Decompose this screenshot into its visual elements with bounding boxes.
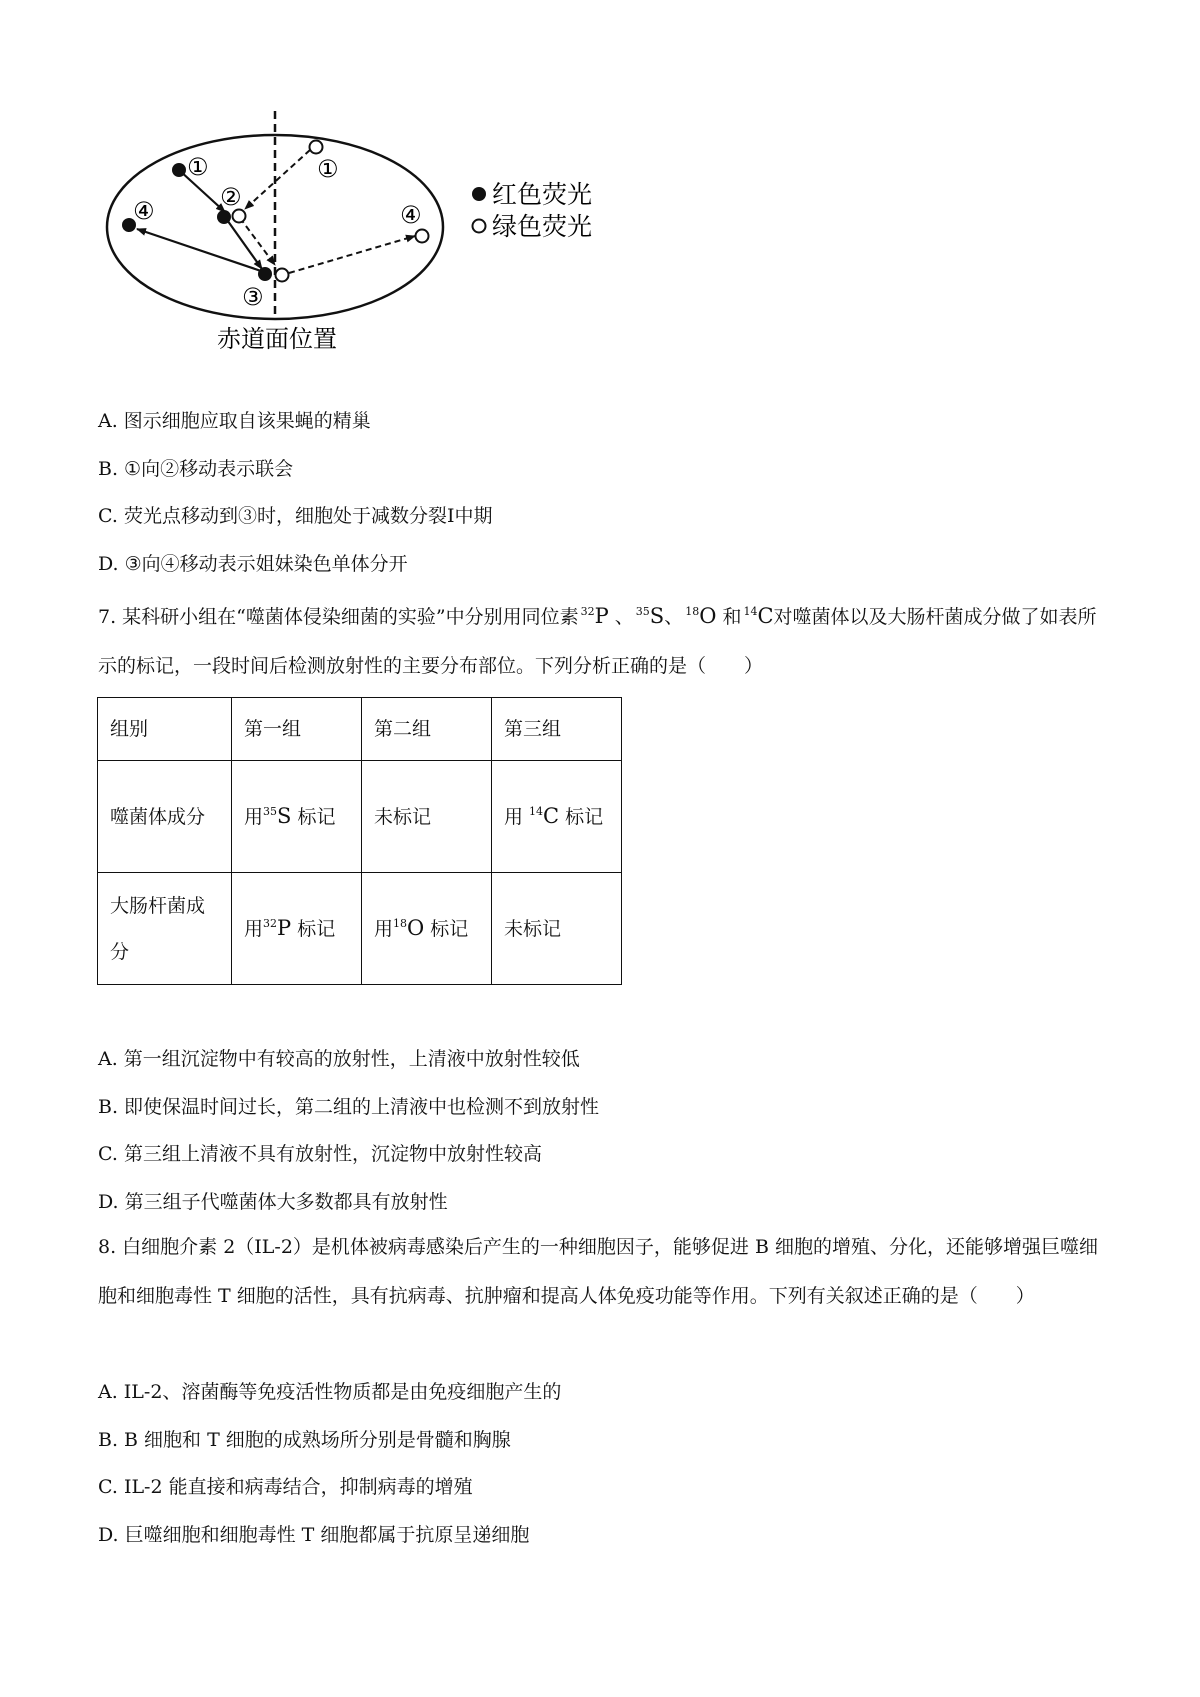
legend-red-label: 红色荧光 <box>492 180 593 209</box>
red-dot-1 <box>172 163 186 177</box>
legend-green-label: 绿色荧光 <box>492 212 593 241</box>
q6-option-d: D. ③向④移动表示姐妹染色单体分开 <box>98 553 408 575</box>
arrow-green-1-to-2 <box>245 150 310 209</box>
table-cell-ecoli-group2 <box>362 873 492 985</box>
q7-option-c: C. 第三组上清液不具有放射性，沉淀物中放射性较高 <box>98 1143 542 1165</box>
q7-label-table <box>97 697 622 985</box>
label-red-1: ① <box>187 153 209 181</box>
cell-diagram <box>95 105 695 395</box>
q8-option-c: C. IL-2 能直接和病毒结合，抑制病毒的增殖 <box>98 1476 473 1498</box>
q8-option-d: D. 巨噬细胞和细胞毒性 T 细胞都属于抗原呈递细胞 <box>98 1524 530 1546</box>
cell-text: 用 <box>374 918 394 940</box>
q7-option-a: A. 第一组沉淀物中有较高的放射性，上清液中放射性较低 <box>98 1048 580 1070</box>
q6-option-c: C. 荧光点移动到③时，细胞处于减数分裂I中期 <box>98 505 493 527</box>
q8-option-b: B. B 细胞和 T 细胞的成熟场所分别是骨髓和胸腺 <box>98 1429 511 1451</box>
cell-isotope-mass: 18 <box>393 917 408 930</box>
table-header-row <box>98 698 622 761</box>
arrow-green-3-to-4 <box>289 236 415 273</box>
cell-isotope-mass: 35 <box>263 805 278 818</box>
cell-text: 用 <box>244 806 264 828</box>
cell-isotope-mass: 32 <box>263 917 278 930</box>
table-header-group3: 第三组 <box>492 698 622 761</box>
red-dot-2 <box>217 210 231 224</box>
q7-isotope-1-mass: 32 <box>580 605 595 618</box>
q7-sep-1: 、 <box>608 606 634 628</box>
table-cell-phage-group3 <box>492 761 622 873</box>
cell-isotope-symbol: C <box>543 804 560 828</box>
label-green-4: ④ <box>400 201 422 229</box>
table-header-group: 组别 <box>98 698 232 761</box>
q7-stem-prefix: 7. 某科研小组在“噬菌体侵染细菌的实验”中分别用同位素 <box>98 606 579 628</box>
q7-isotope-2-mass: 35 <box>635 605 650 618</box>
arrow-red-3-to-4 <box>137 229 261 271</box>
q6-option-a: A. 图示细胞应取自该果蝇的精巢 <box>98 410 371 432</box>
q7-stem-suffix: 对噬菌体以及大肠杆菌成分做了如表所示的标记，一段时间后检测放射性的主要分布部位。下列分析正确的是（ ） <box>98 606 1097 677</box>
label-red-4: ④ <box>133 197 155 225</box>
cell-isotope-mass: 14 <box>529 805 544 818</box>
q7-isotope-3-mass: 18 <box>685 605 700 618</box>
q7-option-b: B. 即使保温时间过长，第二组的上清液中也检测不到放射性 <box>98 1096 600 1118</box>
cell-isotope-symbol: S <box>277 804 292 828</box>
green-dot-4 <box>416 230 429 243</box>
cell-text: 用 <box>244 918 264 940</box>
table-header-group2: 第二组 <box>362 698 492 761</box>
q8-option-a: A. IL-2、溶菌酶等免疫活性物质都是由免疫细胞产生的 <box>98 1381 562 1403</box>
green-dot-2 <box>233 210 246 223</box>
table-cell-phage-group2: 未标记 <box>362 761 492 873</box>
equator-label: 赤道面位置 <box>217 325 337 353</box>
table-row-phage <box>98 761 622 873</box>
legend-green-dot <box>473 220 486 233</box>
q7-isotope-4-symbol: C <box>757 604 774 628</box>
red-dot-3 <box>258 267 272 281</box>
q7-isotope-3-symbol: O <box>699 604 717 628</box>
cell-outline <box>107 135 443 319</box>
legend-red-dot <box>472 187 486 201</box>
cell-text: 标记 <box>424 918 469 940</box>
cell-isotope-symbol: P <box>277 916 292 940</box>
cell-isotope-symbol: O <box>407 916 425 940</box>
q7-option-d: D. 第三组子代噬菌体大多数都具有放射性 <box>98 1191 448 1213</box>
label-green-1: ① <box>317 155 339 183</box>
label-red-2: ② <box>220 183 242 211</box>
table-cell-ecoli-group1 <box>232 873 362 985</box>
arrow-green-2-to-3 <box>240 218 275 265</box>
cell-text: 标记 <box>559 806 604 828</box>
table-row-ecoli-label: 大肠杆菌成分 <box>98 873 232 985</box>
q7-isotope-4-mass: 14 <box>743 605 758 618</box>
cell-text: 标记 <box>291 806 336 828</box>
label-red-3: ③ <box>242 283 264 311</box>
q7-sep-2: 、 <box>664 606 684 628</box>
table-row-phage-label: 噬菌体成分 <box>98 761 232 873</box>
table-cell-phage-group1 <box>232 761 362 873</box>
table-row-ecoli <box>98 873 622 985</box>
table-header-group1: 第一组 <box>232 698 362 761</box>
q6-option-b: B. ①向②移动表示联会 <box>98 458 294 480</box>
green-dot-3 <box>276 269 289 282</box>
q7-sep-3: 和 <box>716 606 742 628</box>
q7-isotope-1-symbol: P <box>594 604 609 628</box>
cell-text: 用 <box>504 806 530 828</box>
cell-text: 标记 <box>291 918 336 940</box>
table-cell-ecoli-group3: 未标记 <box>492 873 622 985</box>
q7-stem <box>98 592 1108 691</box>
q8-stem: 8. 白细胞介素 2（IL-2）是机体被病毒感染后产生的一种细胞因子，能够促进 B 细胞的增殖、分化，还能够增强巨噬细胞和细胞毒性 T 细胞的活性，具有抗病毒、抗肿瘤和提高人体免疫功能等作用。下列有关叙述正确的是（ ） <box>98 1236 1098 1307</box>
green-dot-1 <box>310 141 323 154</box>
q7-isotope-2-symbol: S <box>649 604 665 628</box>
